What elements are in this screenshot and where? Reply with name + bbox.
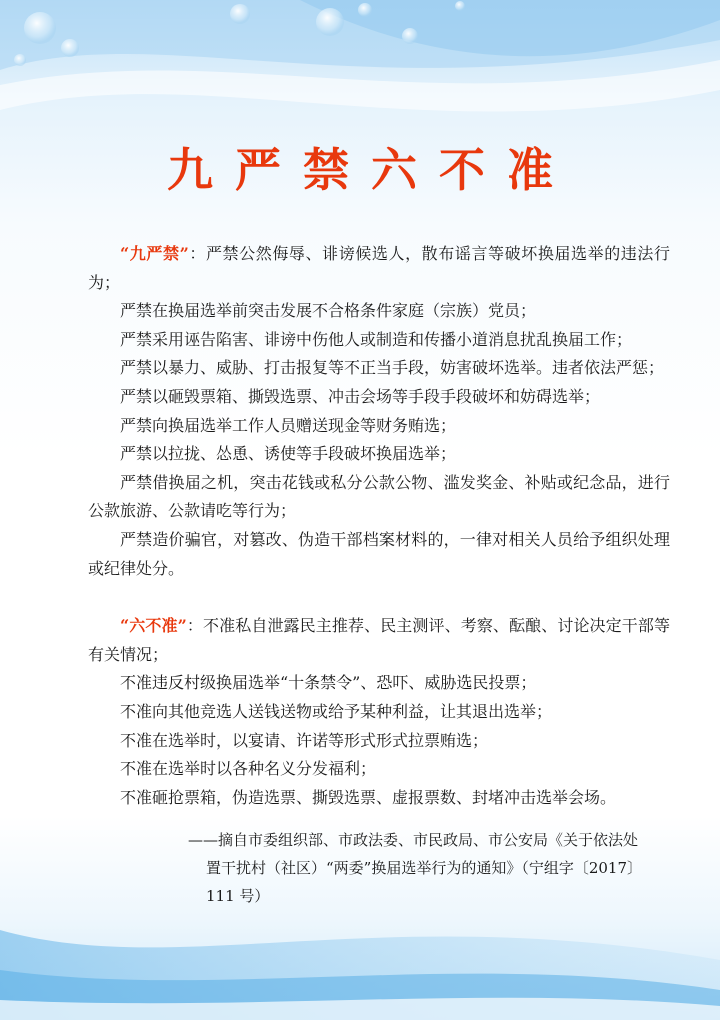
source-line-1: ——摘自市委组织部、市政法委、市民政局、市公安局《关于依法处 xyxy=(188,831,639,849)
list-item: 不准向其他竞选人送钱送物或给予某种利益，让其退出选举； xyxy=(120,701,553,721)
list-item: 严禁采用诬告陷害、诽谤中伤他人或制造和传播小道消息扰乱换届工作； xyxy=(120,329,633,349)
list-item: 不准在选举时以各种名义分发福利； xyxy=(120,759,377,779)
list-item: 严禁借换届之机，突击花钱或私分公款公物、滥发奖金、补贴或纪念品，进行公款旅游、公款请吃等行为； xyxy=(88,472,670,521)
section-gap xyxy=(88,583,670,612)
list-item: 严禁在换届选举前突击发展不合格条件家庭（宗族）党员； xyxy=(120,301,537,321)
section-nine-prohibitions-lead xyxy=(88,240,670,297)
list-item: 不准违反村级换届选举“十条禁令”、恐吓、威胁选民投票； xyxy=(120,673,537,693)
lead-text: ：严禁公然侮辱、诽谤候选人，散布谣言等破坏换届选举的违法行为； xyxy=(88,244,670,292)
source-line-2: 置干扰村（社区）“两委”换届选举行为的通知》（宁组字〔2017〕111 号） xyxy=(206,859,643,905)
list-item: 严禁造价骗官，对篡改、伪造干部档案材料的，一律对相关人员给予组织处理或纪律处分。 xyxy=(88,529,670,578)
list-item: 严禁以砸毁票箱、撕毁选票、冲击会场等手段手段破坏和妨碍选举； xyxy=(120,386,601,406)
list-item: 不准砸抢票箱，伪造选票、撕毁选票、虚报票数、封堵冲击选举会场。 xyxy=(120,787,617,807)
list-item: 严禁以拉拢、怂恿、诱使等手段破坏换届选举； xyxy=(120,444,457,464)
nine-prohibitions-list xyxy=(88,297,670,583)
section-six-prohibitions-lead xyxy=(88,612,670,669)
section-label: “六不准” xyxy=(120,616,187,636)
list-item: 不准在选举时，以宴请、许诺等形式形式拉票贿选； xyxy=(120,730,489,750)
list-item: 严禁向换届选举工作人员赠送现金等财务贿选； xyxy=(120,415,457,435)
list-item: 严禁以暴力、威胁、打击报复等不正当手段，妨害破坏选举。违者依法严惩； xyxy=(120,358,665,378)
section-label: “九严禁” xyxy=(120,244,189,263)
six-prohibitions-list xyxy=(88,669,670,812)
source-citation xyxy=(188,826,658,910)
lead-text: ：不准私自泄露民主推荐、民主测评、考察、酝酿、讨论决定干部等有关情况； xyxy=(88,616,670,664)
content-body xyxy=(88,240,670,812)
page-title: 九严禁六不准 xyxy=(167,143,575,197)
